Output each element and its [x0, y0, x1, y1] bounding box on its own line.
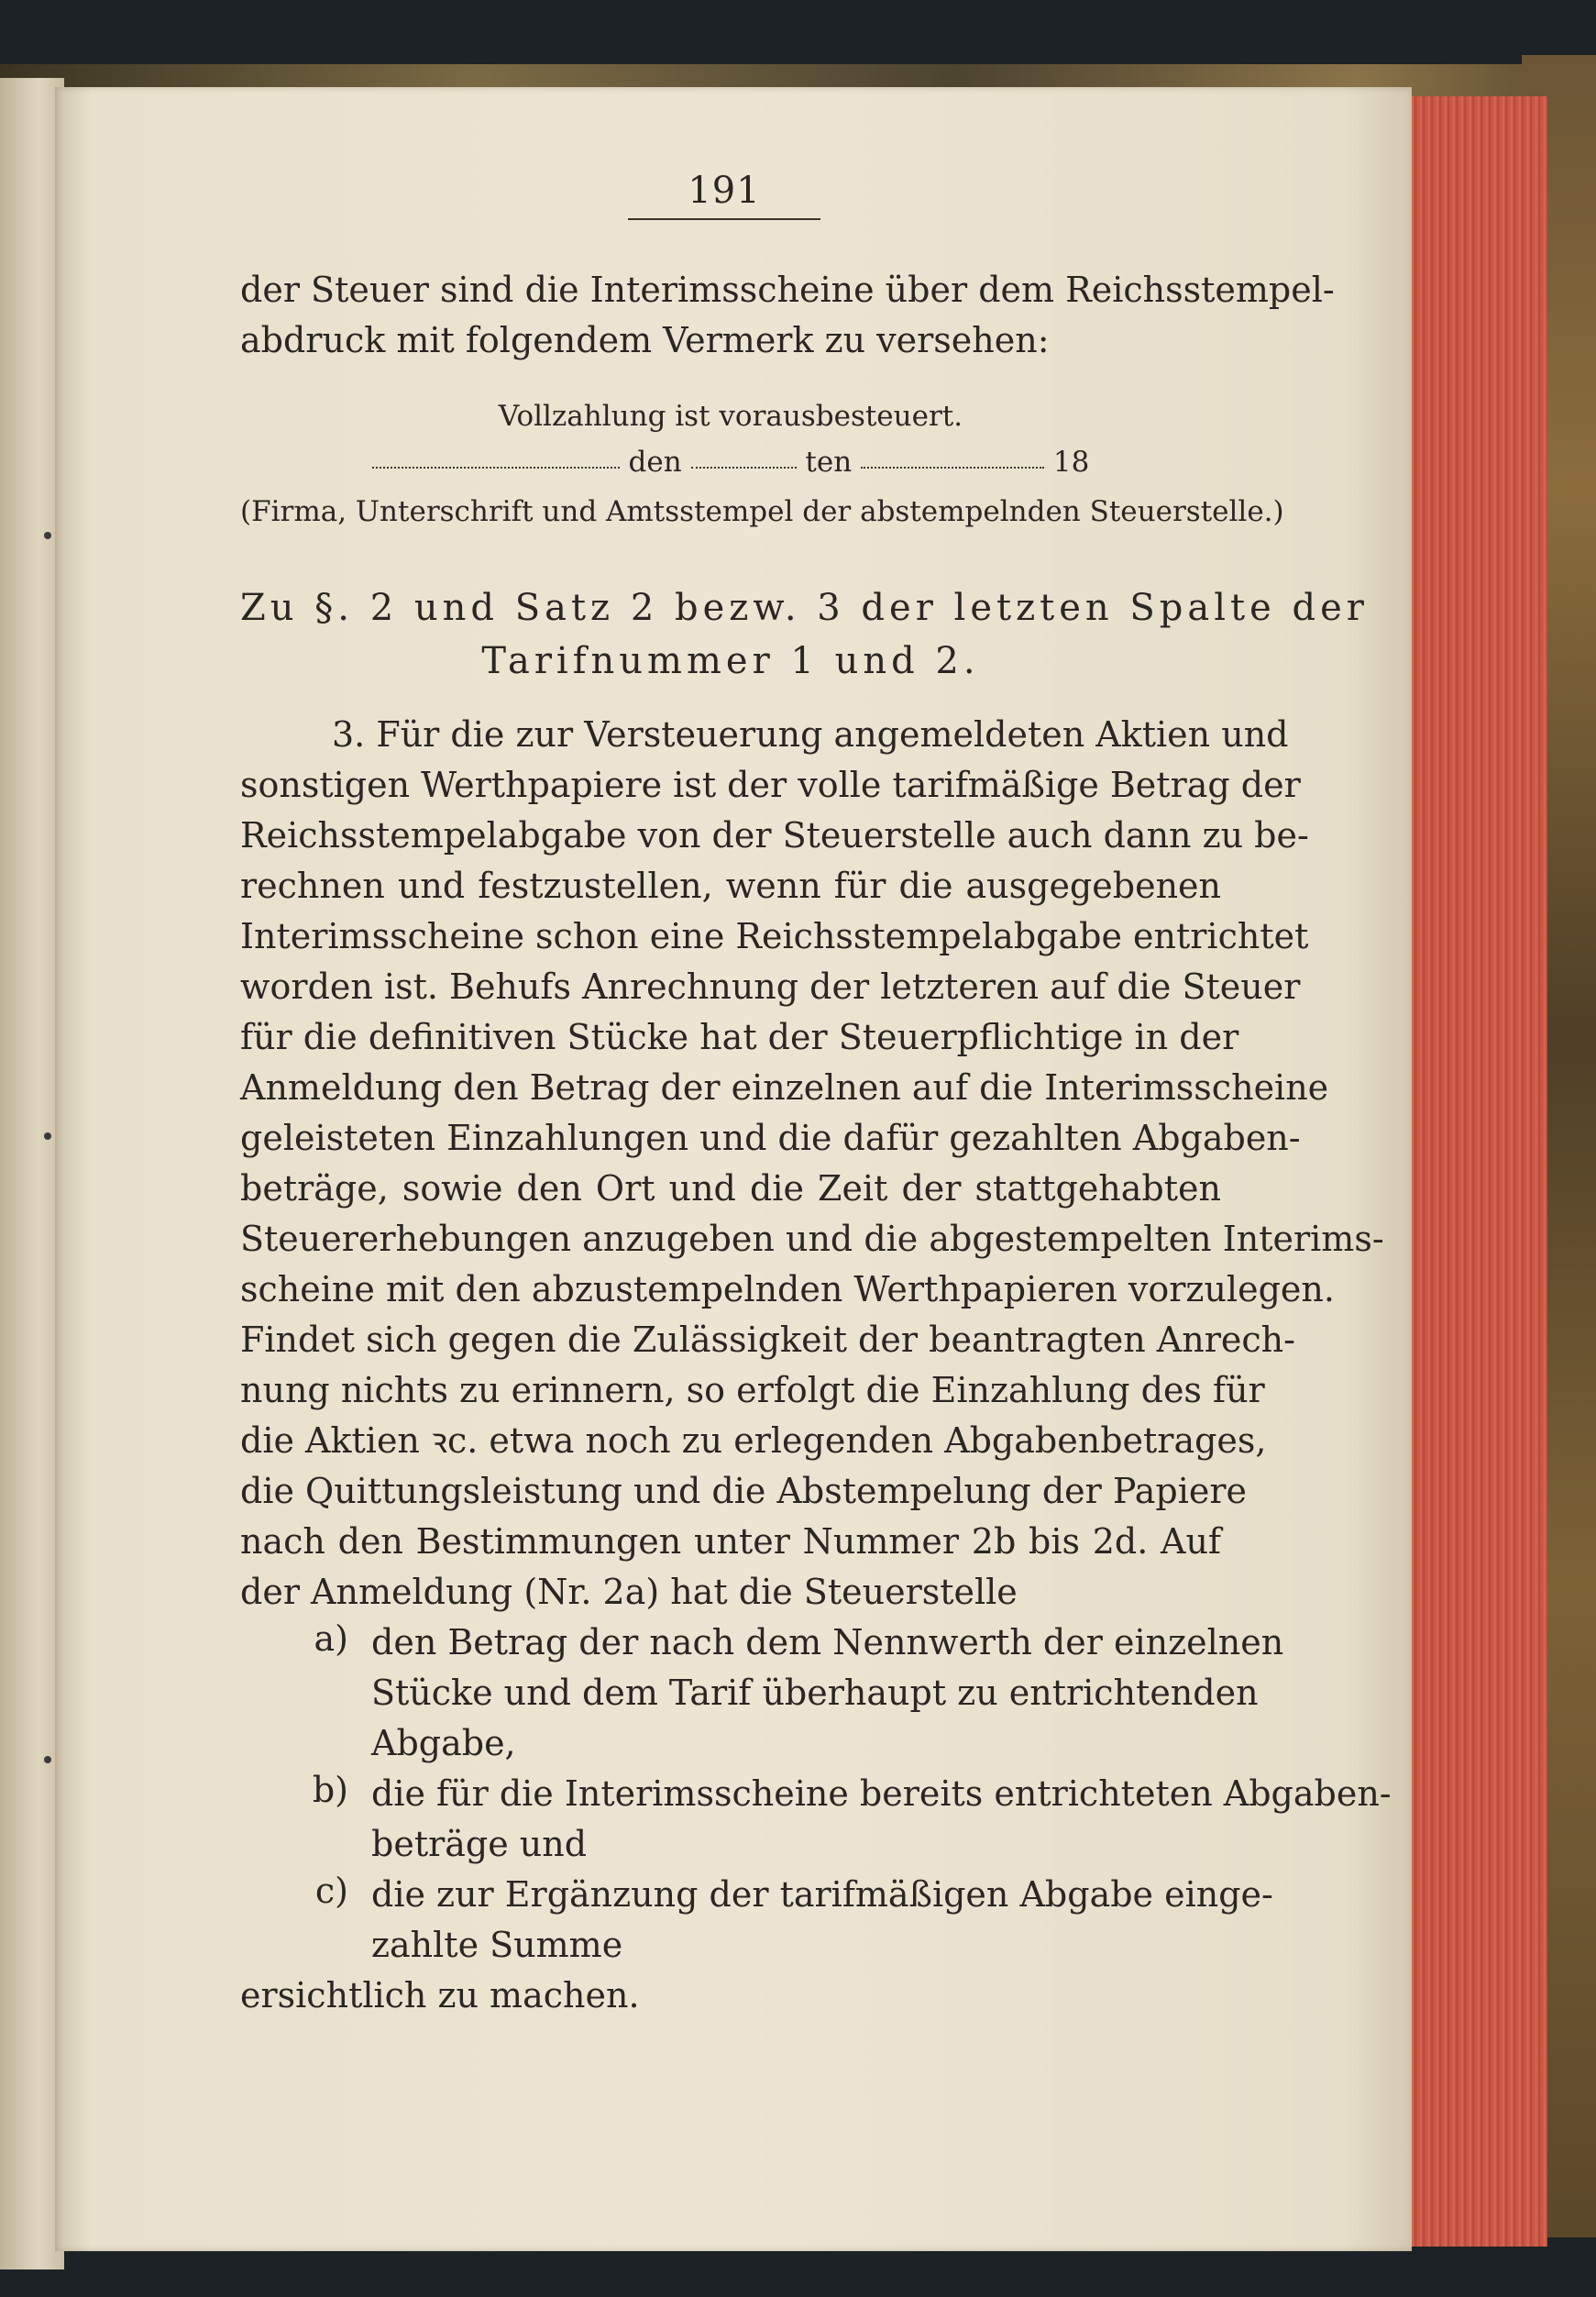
- list-item-line: zahlte Summe: [371, 1925, 623, 1965]
- page-block-edges: [1407, 96, 1547, 2247]
- paragraph-line: sonstigen Werthpapiere ist der volle tarifmäßige Betrag der: [240, 765, 1301, 805]
- paragraph-line: die Aktien ꝛc. etwa noch zu erlegenden Abgabenbetrages,: [240, 1420, 1267, 1461]
- paragraph-line: Reichsstempelabgabe von der Steuerstelle auch dann zu be-: [240, 815, 1309, 856]
- paragraph-line: für die definitiven Stücke hat der Steuerpflichtige in der: [240, 1017, 1239, 1057]
- list-item-line: die zur Ergänzung der tarifmäßigen Abgabe einge-: [371, 1874, 1273, 1915]
- paragraph-line: scheine mit den abzustempelnden Werthpapieren vorzulegen.: [240, 1269, 1335, 1309]
- list-item-line: Abgabe,: [371, 1723, 516, 1763]
- text-line: der Steuer sind die Interimsscheine über dem Reichsstempel-: [240, 270, 1335, 310]
- binding-hole: [44, 532, 51, 539]
- list-marker-b: b): [312, 1770, 348, 1810]
- paragraph-line: ersichtlich zu machen.: [240, 1975, 640, 2015]
- stamp-signature-line: (Firma, Unterschrift und Amtsstempel der abstempelnden Steuerstelle.): [240, 495, 1284, 528]
- stamp-date-line: [240, 438, 1221, 487]
- list-marker-a: a): [314, 1618, 348, 1659]
- paragraph-line: worden ist. Behufs Anrechnung der letzteren auf die Steuer: [240, 966, 1301, 1007]
- binding-hole: [44, 1756, 51, 1763]
- section-heading: Tarifnummer 1 und 2.: [481, 640, 980, 682]
- paragraph-line: beträge, sowie den Ort und die Zeit der stattgehabten: [240, 1168, 1221, 1209]
- section-heading: Zu §. 2 und Satz 2 bezw. 3 der letzten Spalte der: [240, 587, 1369, 629]
- paragraph-line: Findet sich gegen die Zulässigkeit der beantragten Anrech-: [240, 1320, 1295, 1360]
- stamp-den: den: [628, 446, 682, 479]
- paragraph-line: Anmeldung den Betrag der einzelnen auf die Interimsscheine: [240, 1067, 1329, 1108]
- paragraph-line: Interimsscheine schon eine Reichsstempelabgabe entrichtet: [240, 916, 1309, 956]
- text-line: abdruck mit folgendem Vermerk zu versehen:: [240, 320, 1050, 360]
- paragraph-line: die Quittungsleistung und die Abstempelung der Papiere: [240, 1471, 1248, 1511]
- stamp-year: 18: [1052, 446, 1090, 479]
- list-item-line: Stücke und dem Tarif überhaupt zu entrichtenden: [371, 1673, 1259, 1713]
- stamp-text: Vollzahlung ist vorausbesteuert.: [498, 400, 963, 433]
- list-item-line: beträge und: [371, 1824, 588, 1864]
- list-item-line: den Betrag der nach dem Nennwerth der einzelnen: [371, 1622, 1284, 1662]
- list-marker-c: c): [314, 1871, 348, 1911]
- list-item-line: die für die Interimsscheine bereits entrichteten Abgaben-: [371, 1773, 1392, 1814]
- binding-hole: [44, 1132, 51, 1140]
- paragraph-line: 3. Für die zur Versteuerung angemeldeten Aktien und: [332, 714, 1289, 755]
- page-number: 191: [688, 170, 761, 212]
- paragraph-line: Steuererhebungen anzugeben und die abgestempelten Interims-: [240, 1219, 1384, 1259]
- paragraph-line: der Anmeldung (Nr. 2a) hat die Steuerstelle: [240, 1572, 1018, 1612]
- paragraph-line: rechnen und festzustellen, wenn für die ausgegebenen: [240, 866, 1221, 906]
- paragraph-line: nach den Bestimmungen unter Nummer 2b bis 2d. Auf: [240, 1521, 1221, 1562]
- paragraph-line: nung nichts zu erinnern, so erfolgt die Einzahlung des für: [240, 1370, 1265, 1410]
- stamp-ten: ten: [805, 446, 853, 479]
- paragraph-line: geleisteten Einzahlungen und die dafür gezahlten Abgaben-: [240, 1118, 1301, 1158]
- page-number-rule: [628, 218, 820, 220]
